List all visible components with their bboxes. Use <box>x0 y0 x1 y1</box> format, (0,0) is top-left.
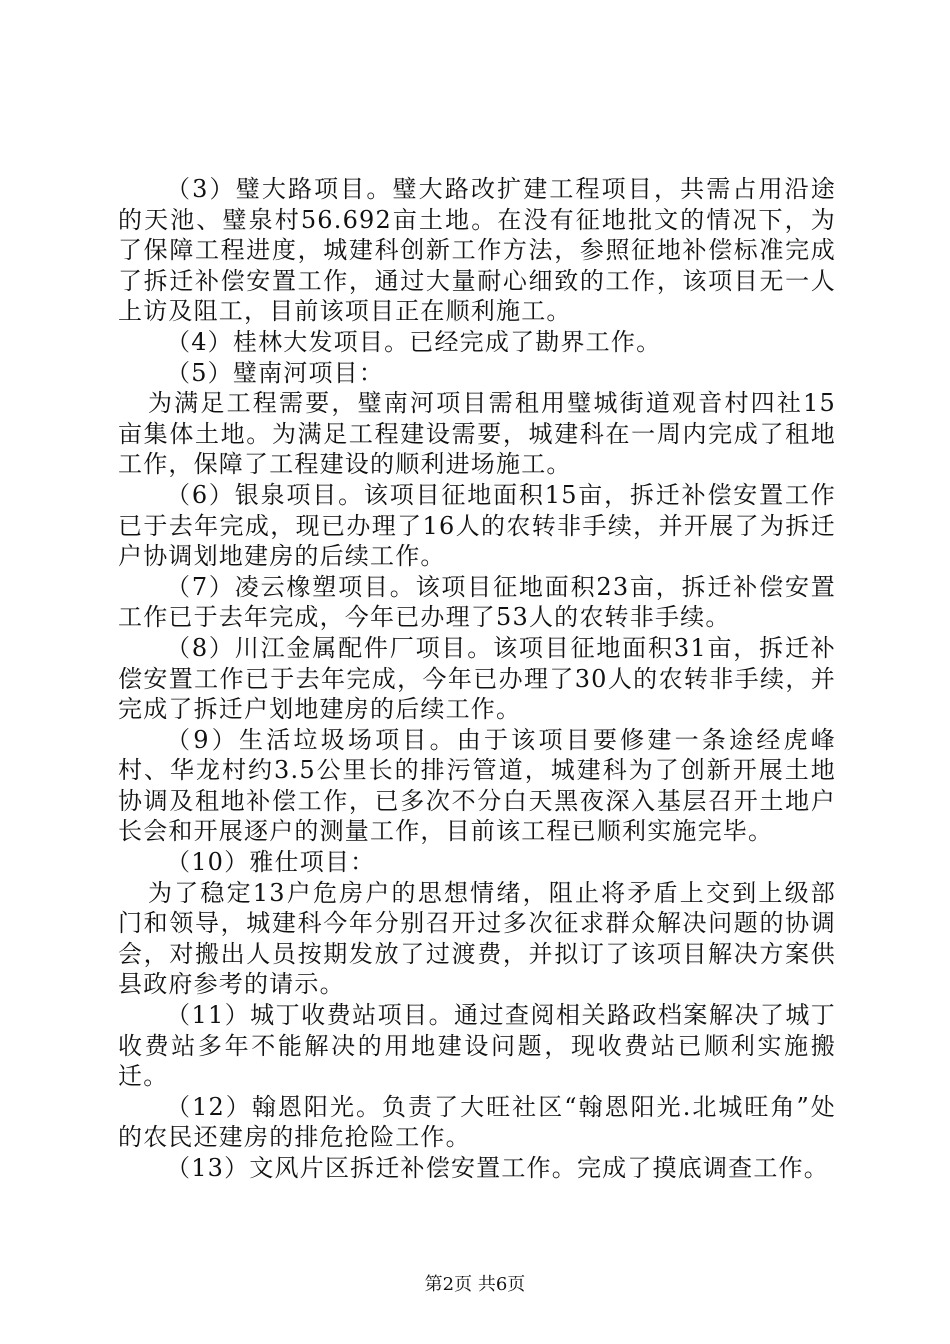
paragraph-item-4: （4）桂林大发项目。已经完成了勘界工作。 <box>166 327 662 356</box>
page-number-label: 第2页 共6页 <box>424 1274 526 1295</box>
page-footer <box>0 1270 950 1296</box>
paragraph-item-8: （8）川江金属配件厂项目。该项目征地面积31亩，拆迁补偿安置工作已于去年完成，今年已办理了30人的农转非手续，并完成了拆迁户划地建房的后续工作。 <box>118 633 836 724</box>
paragraph-item-13: （13）文风片区拆迁补偿安置工作。完成了摸底调查工作。 <box>166 1154 829 1182</box>
paragraph-item-10-heading: （10）雅仕项目： <box>166 848 376 877</box>
paragraph-item-10-body: 为了稳定13户危房户的思想情绪，阻止将矛盾上交到上级部门和领导，城建科今年分别召开过多次征求群众解决问题的协调会，对搬出人员按期发放了过渡费，并拟订了该项目解决方案供县政府参考的请示。 <box>118 878 836 999</box>
paragraph-item-6: （6）银泉项目。该项目征地面积15亩，拆迁补偿安置工作已于去年完成，现已办理了16人的农转非手续，并开展了为拆迁户协调划地建房的后续工作。 <box>118 480 836 571</box>
paragraph-item-11: （11）城丁收费站项目。通过查阅相关路政档案解决了城丁收费站多年不能解决的用地建设问题，现收费站已顺利实施搬迁。 <box>118 1001 836 1091</box>
paragraph-item-3: （3）璧大路项目。璧大路改扩建工程项目，共需占用沿途的天池、璧泉村56.692亩土地。在没有征地批文的情况下，为了保障工程进度，城建科创新工作方法，参照征地补偿标准完成了拆迁补偿安置工作，通过大量耐心细致的工作，该项目无一人上访及阻工，目前该项目正在顺利施工。 <box>118 175 836 326</box>
document-body <box>118 174 836 1184</box>
paragraph-item-9: （9）生活垃圾场项目。由于该项目要修建一条途经虎峰村、华龙村约3.5公里长的排污管道，城建科为了创新开展土地协调及租地补偿工作，已多次不分白天黑夜深入基层召开土地户长会和开展逐户的测量工作，目前该工程已顺利实施完毕。 <box>118 725 836 846</box>
paragraph-item-12: （12）翰恩阳光。负责了大旺社区“翰恩阳光.北城旺角”处的农民还建房的排危抢险工作。 <box>118 1092 836 1152</box>
paragraph-item-5-heading: （5）璧南河项目： <box>166 358 385 387</box>
paragraph-item-5-body: 为满足工程需要，璧南河项目需租用璧城街道观音村四社15亩集体土地。为满足工程建设需要，城建科在一周内完成了租地工作，保障了工程建设的顺利进场施工。 <box>118 389 836 479</box>
paragraph-item-7: （7）凌云橡塑项目。该项目征地面积23亩，拆迁补偿安置工作已于去年完成，今年已办理了53人的农转非手续。 <box>118 572 836 632</box>
